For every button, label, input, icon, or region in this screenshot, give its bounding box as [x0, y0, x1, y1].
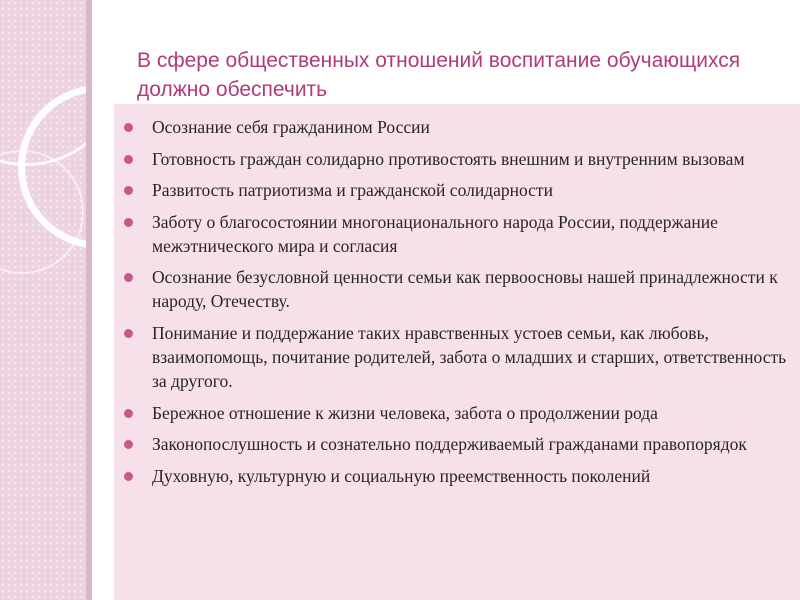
side-divider: [86, 0, 92, 600]
bullet-text: Осознание безусловной ценности семьи как первоосновы нашей принадлежности к народу, Отечеству.: [152, 267, 778, 312]
bullet-item: [124, 464, 788, 488]
slide-title: В сфере общественных отношений воспитание обучающихся должно обеспечить: [137, 49, 741, 101]
bullet-dot-icon: [124, 218, 133, 227]
bullet-dot-icon: [124, 440, 133, 449]
bullet-item: [124, 432, 788, 456]
bullet-dot-icon: [124, 123, 133, 132]
bullet-list: [124, 115, 788, 495]
bullet-dot-icon: [124, 329, 133, 338]
bullet-text: Понимание и поддержание таких нравственных устоев семьи, как любовь, взаимопомощь, почитание родителей, забота о младших и старших, ответственность за другого.: [152, 322, 787, 391]
bullet-text: Законопослушность и сознательно поддерживаемый гражданами правопорядок: [152, 434, 747, 455]
bullet-item: [124, 265, 788, 313]
decorative-side-band: [0, 0, 92, 600]
bullet-item: [124, 147, 788, 171]
bullet-text: Развитость патриотизма и гражданской солидарности: [152, 180, 553, 201]
bullet-dot-icon: [124, 409, 133, 418]
bullet-item: [124, 115, 788, 139]
bullet-dot-icon: [124, 273, 133, 282]
bullet-text: Заботу о благосостоянии многонационального народа России, поддержание межэтнического мира и согласия: [152, 211, 718, 256]
bullet-text: Бережное отношение к жизни человека, забота о продолжении рода: [152, 402, 658, 423]
bullet-dot-icon: [124, 186, 133, 195]
bullet-text: Осознание себя гражданином России: [152, 117, 430, 137]
bullet-item: [124, 321, 788, 393]
bullet-text: Готовность граждан солидарно противостоять внешним и внутренним вызовам: [152, 148, 745, 169]
bullet-item: [124, 401, 788, 425]
bullet-dot-icon: [124, 155, 133, 164]
bullet-item: [124, 178, 788, 202]
bullet-text: Духовную, культурную и социальную преемственность поколений: [152, 465, 651, 486]
bullet-dot-icon: [124, 472, 133, 481]
bullet-item: [124, 210, 788, 258]
